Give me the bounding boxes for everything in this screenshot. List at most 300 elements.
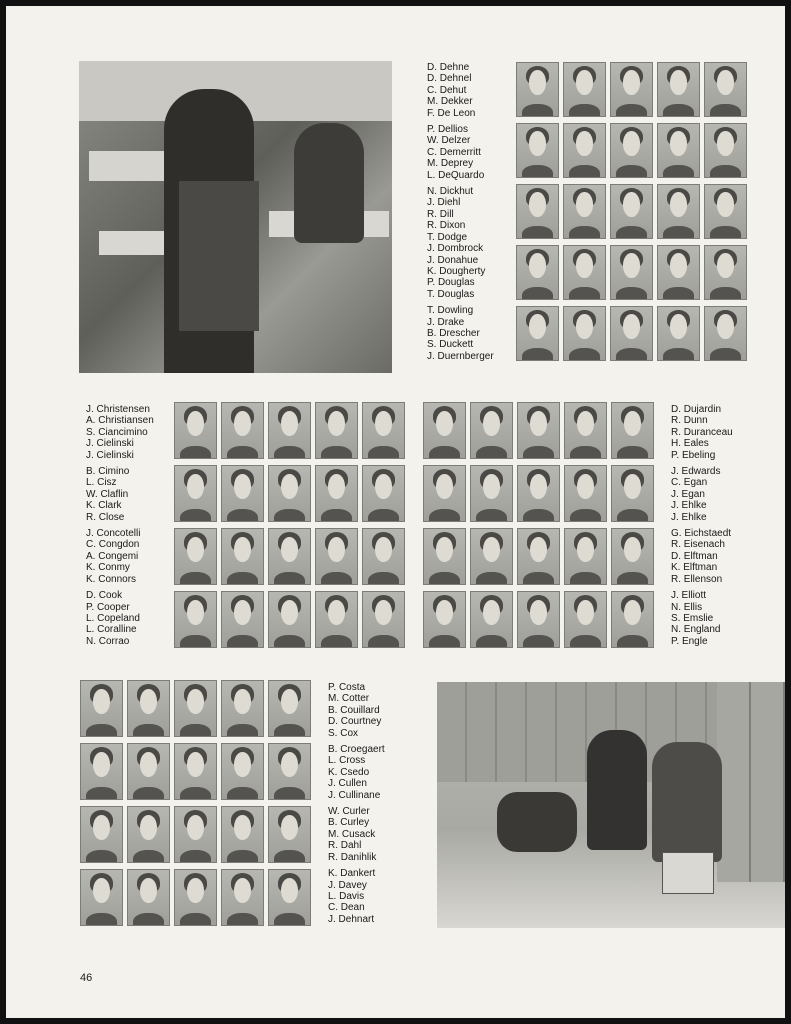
portrait-body	[133, 724, 164, 737]
student-portrait	[610, 306, 653, 361]
name-group	[671, 466, 733, 523]
student-portrait	[704, 184, 747, 239]
student-name: J. Ehlke	[671, 500, 707, 512]
portrait-body	[321, 446, 352, 459]
portrait-head	[328, 537, 344, 562]
portrait-body	[180, 850, 211, 863]
student-name: N. Dickhut	[427, 186, 474, 198]
student-portrait	[221, 743, 264, 800]
student-name: M. Cusack	[328, 828, 376, 840]
student-name: K. Csedo	[328, 766, 370, 778]
student-name: K. Clark	[86, 500, 122, 512]
portrait-body	[429, 446, 460, 459]
student-portrait	[564, 402, 607, 459]
student-name: K. Elftman	[671, 562, 718, 574]
portrait-body	[617, 635, 648, 648]
portrait-body	[180, 446, 211, 459]
student-portrait	[268, 806, 311, 863]
portrait-head	[717, 70, 733, 94]
student-name: R. Dahl	[328, 840, 362, 852]
student-portrait	[362, 528, 405, 585]
student-name: C. Congdon	[86, 539, 140, 551]
portrait-head	[576, 131, 592, 155]
portrait-head	[234, 689, 250, 714]
portrait-body	[522, 226, 553, 239]
portrait-head	[375, 474, 391, 499]
student-name: J. Donahue	[427, 254, 479, 266]
student-portrait	[610, 123, 653, 178]
name-group	[328, 868, 385, 925]
portrait-body	[616, 226, 647, 239]
name-group	[328, 682, 385, 739]
student-name: H. Eales	[671, 438, 709, 450]
classroom-photo	[79, 61, 392, 373]
student-name: T. Dodge	[427, 231, 468, 243]
student-portrait	[423, 591, 466, 648]
portrait-body	[368, 446, 399, 459]
portrait-head	[577, 537, 593, 562]
portrait-body	[274, 724, 305, 737]
lockers-photo	[437, 682, 785, 928]
student-name: B. Curley	[328, 817, 370, 829]
portrait-body	[710, 287, 741, 300]
portrait-grid-top-right	[516, 62, 751, 374]
portrait-head	[623, 70, 639, 94]
portrait-head	[483, 411, 499, 436]
portrait-head	[624, 474, 640, 499]
student-portrait	[517, 402, 560, 459]
student-portrait	[704, 306, 747, 361]
portrait-head	[93, 815, 109, 840]
portrait-head	[670, 192, 686, 216]
portrait-grid-middle-right	[423, 402, 657, 648]
name-group	[671, 590, 733, 647]
portrait-body	[227, 635, 258, 648]
portrait-head	[281, 815, 297, 840]
student-name: S. Cox	[328, 727, 359, 739]
student-name: K. Dankert	[328, 868, 376, 880]
portrait-body	[429, 572, 460, 585]
portrait-body	[86, 787, 117, 800]
student-name: R. Duranceau	[671, 426, 733, 438]
portrait-head	[234, 878, 250, 903]
portrait-head	[670, 131, 686, 155]
page-number: 46	[80, 972, 93, 984]
portrait-grid-bottom-left	[80, 680, 315, 928]
student-portrait	[657, 123, 700, 178]
student-name: R. Dunn	[671, 415, 708, 427]
portrait-head	[328, 600, 344, 625]
student-portrait	[704, 62, 747, 117]
name-group	[86, 466, 154, 523]
portrait-body	[180, 913, 211, 926]
student-name: B. Drescher	[427, 327, 480, 339]
student-name: J. Davey	[328, 879, 367, 891]
student-name: D. Courtney	[328, 716, 382, 728]
student-name: J. Egan	[671, 488, 705, 500]
student-name: R. Dixon	[427, 220, 466, 232]
student-portrait	[657, 306, 700, 361]
portrait-body	[522, 348, 553, 361]
portrait-head	[281, 878, 297, 903]
portrait-body	[368, 572, 399, 585]
student-portrait	[268, 528, 311, 585]
portrait-body	[523, 635, 554, 648]
student-name: C. Demerritt	[427, 146, 481, 158]
student-portrait	[516, 184, 559, 239]
student-portrait	[221, 402, 264, 459]
student-name: D. Cook	[86, 590, 123, 602]
student-portrait	[174, 680, 217, 737]
student-portrait	[563, 184, 606, 239]
student-portrait	[315, 591, 358, 648]
student-name: K. Dougherty	[427, 265, 486, 277]
portrait-head	[375, 537, 391, 562]
student-portrait	[268, 743, 311, 800]
portrait-body	[86, 850, 117, 863]
portrait-body	[86, 913, 117, 926]
portrait-body	[523, 572, 554, 585]
student-portrait	[657, 245, 700, 300]
student-portrait	[268, 591, 311, 648]
student-name: J. Cielinski	[86, 438, 134, 450]
portrait-head	[187, 878, 203, 903]
portrait-body	[227, 850, 258, 863]
portrait-head	[93, 689, 109, 714]
portrait-body	[570, 635, 601, 648]
portrait-grid-middle-left	[174, 402, 408, 648]
portrait-head	[483, 474, 499, 499]
student-name: J. Elliott	[671, 590, 707, 602]
name-group	[671, 528, 733, 585]
portrait-body	[476, 635, 507, 648]
student-portrait	[221, 528, 264, 585]
student-portrait	[362, 402, 405, 459]
name-group	[86, 528, 154, 585]
portrait-body	[227, 913, 258, 926]
student-name: L. Cisz	[86, 477, 117, 489]
portrait-body	[368, 509, 399, 522]
student-portrait	[470, 465, 513, 522]
student-portrait	[174, 465, 217, 522]
portrait-body	[476, 446, 507, 459]
portrait-head	[187, 474, 203, 499]
portrait-head	[281, 689, 297, 714]
portrait-body	[321, 635, 352, 648]
student-name: N. Corrao	[86, 635, 130, 647]
portrait-head	[436, 411, 452, 436]
name-group	[427, 305, 494, 362]
student-name: D. Dehne	[427, 62, 470, 73]
student-portrait	[563, 62, 606, 117]
portrait-body	[522, 165, 553, 178]
student-portrait	[221, 591, 264, 648]
student-name: F. De Leon	[427, 107, 476, 119]
student-portrait	[470, 528, 513, 585]
student-name: C. Dehut	[427, 84, 467, 96]
portrait-body	[429, 509, 460, 522]
names-bottom-left	[328, 682, 385, 930]
student-name: R. Close	[86, 511, 125, 523]
student-portrait	[315, 465, 358, 522]
student-name: W. Curler	[328, 806, 370, 818]
student-name: T. Dowling	[427, 305, 474, 317]
portrait-head	[529, 192, 545, 216]
portrait-body	[133, 850, 164, 863]
student-name: P. Engle	[671, 635, 708, 647]
portrait-head	[717, 192, 733, 216]
portrait-head	[281, 537, 297, 562]
portrait-body	[663, 104, 694, 117]
student-portrait	[564, 465, 607, 522]
portrait-head	[281, 411, 297, 436]
student-portrait	[174, 591, 217, 648]
portrait-body	[429, 635, 460, 648]
student-name: M. Dekker	[427, 96, 473, 108]
student-portrait	[423, 465, 466, 522]
portrait-head	[670, 314, 686, 338]
student-portrait	[221, 680, 264, 737]
portrait-body	[180, 635, 211, 648]
portrait-head	[234, 474, 250, 499]
portrait-body	[710, 104, 741, 117]
portrait-head	[187, 411, 203, 436]
student-portrait	[423, 528, 466, 585]
student-portrait	[611, 528, 654, 585]
portrait-head	[717, 314, 733, 338]
portrait-head	[328, 411, 344, 436]
portrait-head	[140, 878, 156, 903]
portrait-head	[436, 600, 452, 625]
student-portrait	[174, 743, 217, 800]
student-name: K. Connors	[86, 573, 137, 585]
student-name: J. Dombrock	[427, 243, 484, 255]
student-portrait	[470, 402, 513, 459]
portrait-head	[234, 411, 250, 436]
portrait-body	[476, 572, 507, 585]
portrait-head	[187, 689, 203, 714]
student-name: M. Cotter	[328, 693, 370, 705]
student-name: A. Congemi	[86, 550, 139, 562]
portrait-head	[483, 537, 499, 562]
student-portrait	[610, 245, 653, 300]
portrait-body	[180, 787, 211, 800]
student-portrait	[315, 402, 358, 459]
portrait-head	[483, 600, 499, 625]
student-name: D. Dehnel	[427, 73, 472, 85]
student-name: J. Ehlke	[671, 511, 707, 523]
student-portrait	[268, 465, 311, 522]
portrait-body	[368, 635, 399, 648]
portrait-head	[624, 411, 640, 436]
portrait-body	[274, 787, 305, 800]
portrait-body	[274, 850, 305, 863]
portrait-body	[180, 572, 211, 585]
student-name: D. Elftman	[671, 550, 718, 562]
student-portrait	[657, 62, 700, 117]
student-name: L. Coralline	[86, 624, 137, 636]
portrait-head	[187, 537, 203, 562]
name-group	[86, 590, 154, 647]
student-portrait	[80, 869, 123, 926]
portrait-head	[670, 253, 686, 277]
yearbook-page	[6, 6, 785, 1018]
student-portrait	[610, 184, 653, 239]
student-portrait	[315, 528, 358, 585]
portrait-head	[436, 537, 452, 562]
student-name: N. Ellis	[671, 601, 703, 613]
portrait-body	[321, 509, 352, 522]
portrait-body	[617, 509, 648, 522]
portrait-body	[180, 724, 211, 737]
student-name: P. Ebeling	[671, 449, 716, 461]
portrait-body	[616, 165, 647, 178]
portrait-head	[530, 474, 546, 499]
student-portrait	[127, 680, 170, 737]
portrait-head	[624, 537, 640, 562]
portrait-head	[281, 474, 297, 499]
student-portrait	[80, 743, 123, 800]
names-middle-right	[671, 404, 733, 652]
portrait-body	[133, 787, 164, 800]
portrait-head	[577, 474, 593, 499]
portrait-head	[328, 474, 344, 499]
portrait-head	[529, 314, 545, 338]
portrait-head	[375, 600, 391, 625]
portrait-head	[281, 752, 297, 777]
portrait-head	[375, 411, 391, 436]
student-name: P. Douglas	[427, 277, 475, 289]
student-name: J. Diehl	[427, 197, 461, 209]
student-name: J. Concotelli	[86, 528, 141, 540]
student-portrait	[80, 680, 123, 737]
student-name: C. Egan	[671, 477, 708, 489]
portrait-head	[234, 537, 250, 562]
student-portrait	[174, 869, 217, 926]
portrait-body	[523, 509, 554, 522]
portrait-head	[623, 131, 639, 155]
portrait-head	[576, 70, 592, 94]
portrait-body	[569, 348, 600, 361]
student-portrait	[221, 465, 264, 522]
student-portrait	[268, 402, 311, 459]
portrait-body	[570, 446, 601, 459]
student-portrait	[704, 245, 747, 300]
portrait-head	[529, 70, 545, 94]
portrait-body	[710, 348, 741, 361]
student-name: L. Davis	[328, 890, 365, 902]
student-name: A. Christiansen	[86, 415, 154, 427]
portrait-body	[522, 104, 553, 117]
portrait-body	[227, 724, 258, 737]
student-portrait	[610, 62, 653, 117]
portrait-body	[476, 509, 507, 522]
student-name: P. Cooper	[86, 601, 130, 613]
portrait-body	[180, 509, 211, 522]
student-portrait	[563, 123, 606, 178]
portrait-head	[234, 752, 250, 777]
student-portrait	[517, 591, 560, 648]
name-group	[328, 806, 385, 863]
portrait-head	[530, 411, 546, 436]
student-name: L. DeQuardo	[427, 169, 485, 181]
student-name: R. Dill	[427, 208, 454, 220]
portrait-body	[522, 287, 553, 300]
portrait-head	[717, 253, 733, 277]
portrait-head	[577, 600, 593, 625]
portrait-body	[274, 913, 305, 926]
student-portrait	[470, 591, 513, 648]
name-group	[86, 404, 154, 461]
student-portrait	[174, 806, 217, 863]
student-portrait	[563, 245, 606, 300]
portrait-body	[133, 913, 164, 926]
portrait-body	[86, 724, 117, 737]
name-group	[427, 124, 494, 181]
student-portrait	[174, 402, 217, 459]
student-name: B. Croegaert	[328, 744, 385, 756]
portrait-head	[140, 689, 156, 714]
portrait-head	[530, 537, 546, 562]
portrait-head	[93, 752, 109, 777]
portrait-body	[616, 104, 647, 117]
student-portrait	[516, 62, 559, 117]
student-name: J. Duernberger	[427, 350, 494, 362]
portrait-body	[616, 287, 647, 300]
student-portrait	[174, 528, 217, 585]
student-portrait	[657, 184, 700, 239]
student-portrait	[127, 869, 170, 926]
student-portrait	[564, 591, 607, 648]
portrait-head	[623, 314, 639, 338]
student-portrait	[516, 306, 559, 361]
portrait-head	[576, 192, 592, 216]
portrait-head	[140, 752, 156, 777]
student-name: J. Christensen	[86, 404, 150, 415]
portrait-head	[530, 600, 546, 625]
student-name: R. Eisenach	[671, 539, 725, 551]
student-name: J. Cullinane	[328, 789, 381, 801]
portrait-body	[227, 446, 258, 459]
name-group	[427, 186, 494, 300]
student-portrait	[362, 465, 405, 522]
portrait-head	[234, 815, 250, 840]
portrait-head	[187, 815, 203, 840]
portrait-body	[274, 572, 305, 585]
student-name: L. Cross	[328, 755, 366, 767]
portrait-body	[663, 287, 694, 300]
portrait-body	[710, 165, 741, 178]
student-name: J. Cullen	[328, 778, 367, 790]
portrait-head	[717, 131, 733, 155]
name-group	[671, 404, 733, 461]
portrait-head	[576, 253, 592, 277]
portrait-head	[529, 131, 545, 155]
student-portrait	[516, 245, 559, 300]
names-top-right	[427, 62, 494, 367]
portrait-body	[663, 348, 694, 361]
student-name: J. Dehnart	[328, 913, 375, 925]
student-name: J. Cielinski	[86, 449, 134, 461]
student-name: L. Copeland	[86, 612, 140, 624]
portrait-body	[227, 509, 258, 522]
student-portrait	[127, 743, 170, 800]
name-group	[427, 62, 494, 119]
student-portrait	[517, 465, 560, 522]
portrait-body	[274, 446, 305, 459]
student-name: B. Cimino	[86, 466, 130, 478]
student-name: D. Dujardin	[671, 404, 722, 415]
